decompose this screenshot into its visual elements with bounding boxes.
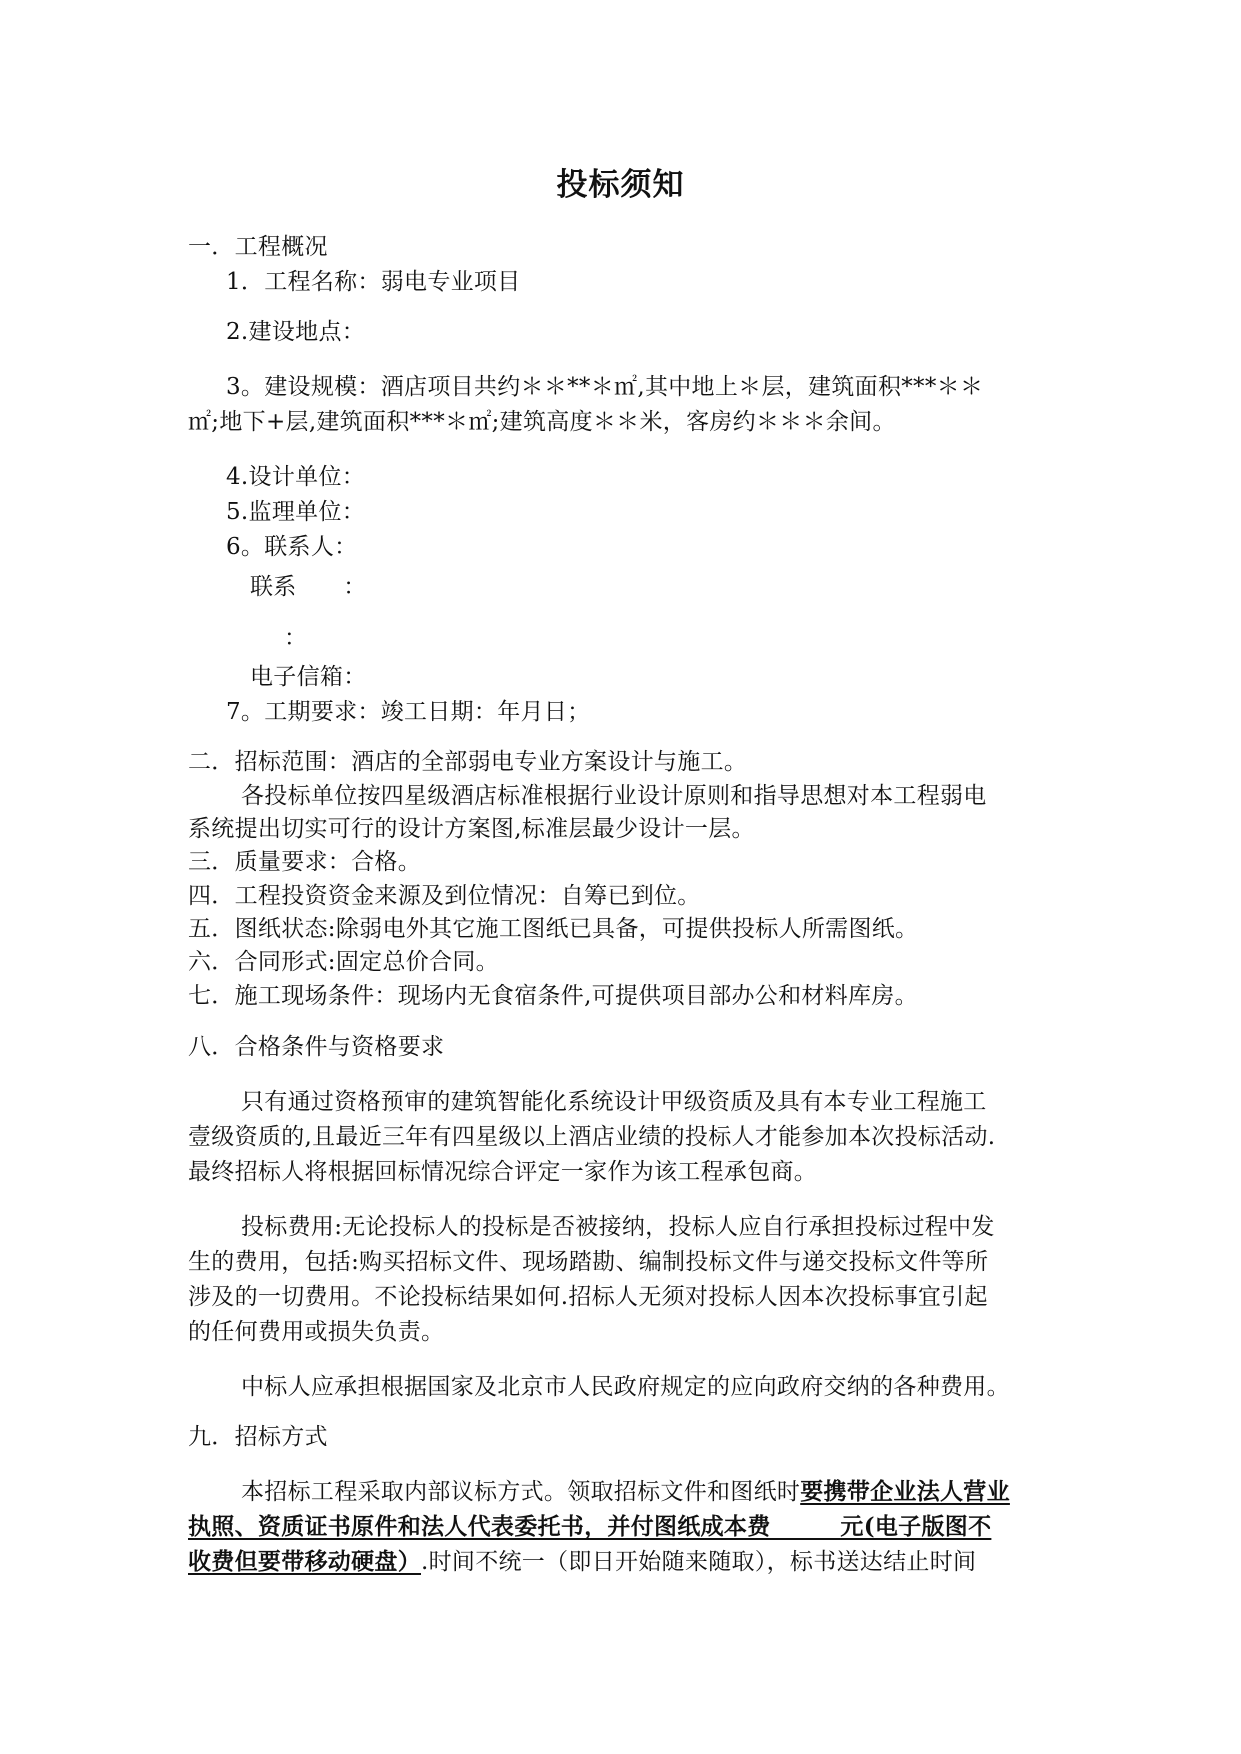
scale-line-1: 3。建设规模：酒店项目共约＊＊**＊㎡,其中地上＊层，建筑面积***＊＊ bbox=[226, 374, 984, 400]
cost-line-1: 投标费用:无论投标人的投标是否被接纳，投标人应自行承担投标过程中发 bbox=[241, 1214, 995, 1240]
document-title: 投标须知 bbox=[556, 167, 685, 203]
email-line: 电子信箱： bbox=[250, 664, 367, 690]
section-heading-6: 六．合同形式:固定总价合同。 bbox=[188, 949, 499, 975]
contact-phone-line: 联系 ： bbox=[250, 574, 367, 600]
qualification-line-2: 壹级资质的,且最近三年有四星级以上酒店业绩的投标人才能参加本次投标活动. bbox=[188, 1124, 996, 1150]
scope-line-2: 系统提出切实可行的设计方案图,标准层最少设计一层。 bbox=[188, 816, 755, 842]
cost-line-3: 涉及的一切费用。不论投标结果如何.招标人无须对投标人因本次投标事宜引起 bbox=[188, 1284, 988, 1310]
section-heading-1: 一．工程概况 bbox=[188, 234, 328, 260]
contact-person-line: 6。联系人： bbox=[226, 534, 358, 560]
method-line-3 bbox=[188, 1546, 976, 1578]
section-heading-8: 八．合格条件与资格要求 bbox=[188, 1034, 445, 1060]
method-line-1-emphasis: 要携带企业法人营业 bbox=[800, 1478, 1010, 1505]
section-heading-9: 九．招标方式 bbox=[188, 1424, 328, 1450]
design-unit-line: 4.设计单位： bbox=[226, 464, 366, 490]
schedule-line: 7。工期要求：竣工日期：年月日； bbox=[226, 699, 591, 725]
section-heading-5: 五．图纸状态:除弱电外其它施工图纸已具备，可提供投标人所需图纸。 bbox=[188, 916, 919, 942]
method-line-2 bbox=[188, 1511, 991, 1543]
fees-line: 中标人应承担根据国家及北京市人民政府规定的应向政府交纳的各种费用。 bbox=[241, 1374, 1010, 1400]
section-heading-2: 二．招标范围：酒店的全部弱电专业方案设计与施工。 bbox=[188, 749, 748, 775]
cost-line-2: 生的费用，包括:购买招标文件、现场踏勘、编制投标文件与递交投标文件等所 bbox=[188, 1249, 989, 1275]
section-heading-7: 七．施工现场条件：现场内无食宿条件,可提供项目部办公和材料库房。 bbox=[188, 983, 918, 1009]
method-line-3-text: .时间不统一（即日开始随来随取），标书送达结止时间 bbox=[421, 1549, 977, 1575]
method-line-1 bbox=[241, 1476, 1010, 1508]
method-line-2-emphasis: 执照、资质证书原件和法人代表委托书，并付图纸成本费 元(电子版图不 bbox=[188, 1513, 992, 1540]
section-heading-3: 三．质量要求：合格。 bbox=[188, 849, 421, 875]
project-name-line: 1．工程名称：弱电专业项目 bbox=[226, 269, 521, 295]
qualification-line-1: 只有通过资格预审的建筑智能化系统设计甲级资质及具有本专业工程施工 bbox=[241, 1089, 987, 1115]
site-location-line: 2.建设地点： bbox=[226, 319, 366, 345]
method-line-1-text: 本招标工程采取内部议标方式。领取招标文件和图纸时 bbox=[241, 1479, 801, 1505]
contact-blank-line: ： bbox=[284, 625, 308, 651]
section-heading-4: 四．工程投资资金来源及到位情况：自筹已到位。 bbox=[188, 883, 701, 909]
method-line-3-emphasis: 收费但要带移动硬盘） bbox=[188, 1548, 421, 1575]
scale-line-2: ㎡;地下+层,建筑面积***＊㎡;建筑高度＊＊米，客房约＊＊＊余间。 bbox=[188, 409, 896, 435]
scope-line-1: 各投标单位按四星级酒店标准根据行业设计原则和指导思想对本工程弱电 bbox=[241, 783, 987, 809]
qualification-line-3: 最终招标人将根据回标情况综合评定一家作为该工程承包商。 bbox=[188, 1159, 818, 1185]
cost-line-4: 的任何费用或损失负责。 bbox=[188, 1319, 445, 1345]
supervision-unit-line: 5.监理单位： bbox=[226, 499, 366, 525]
